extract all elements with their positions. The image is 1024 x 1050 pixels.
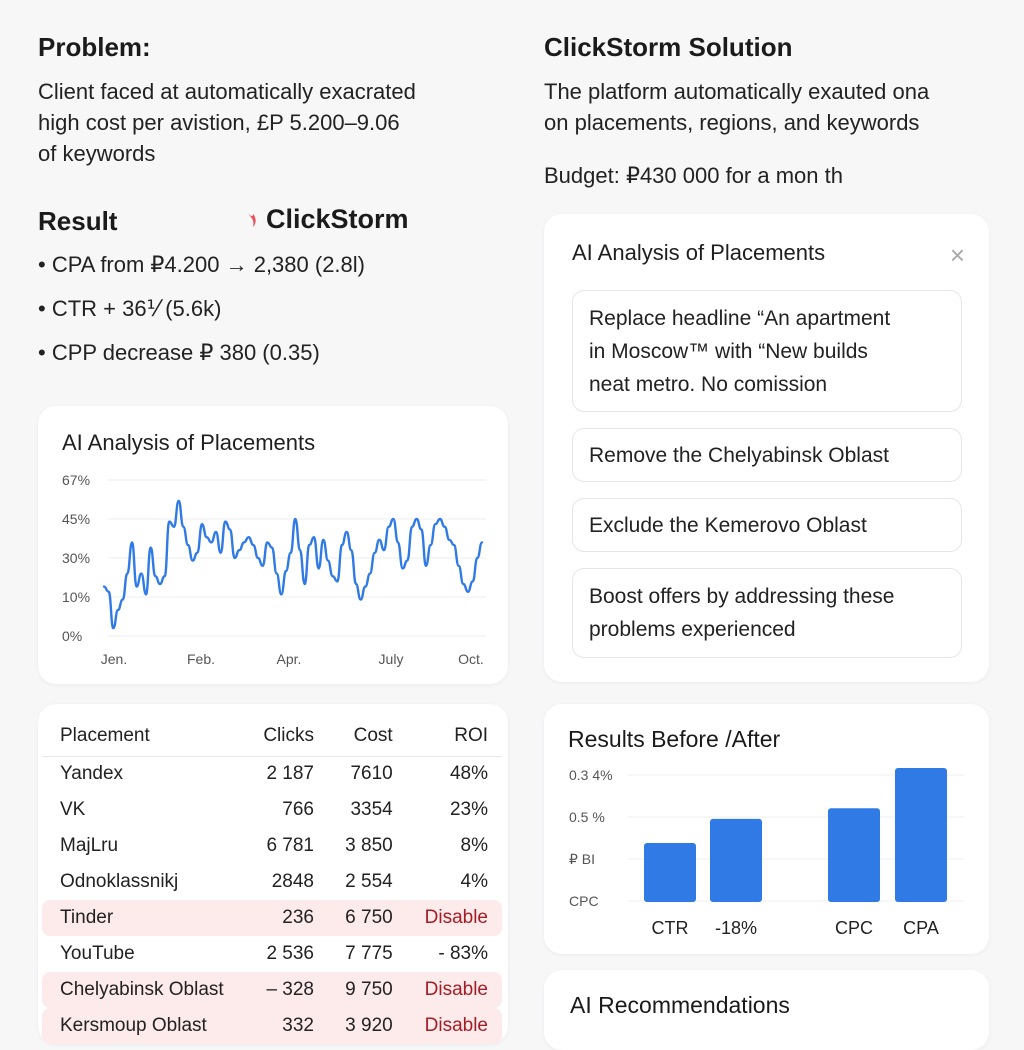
cell-cost: 3 850: [345, 835, 393, 856]
disable-action[interactable]: Disable: [407, 972, 502, 1008]
recommendation-item[interactable]: [572, 428, 962, 482]
cell-placement: Tinder: [42, 900, 246, 936]
recommendation-text: [589, 580, 894, 646]
budget-text: Budget: ₽430 000 for a mon th: [544, 163, 843, 188]
cell-clicks: 766: [282, 799, 314, 820]
table-row[interactable]: [42, 792, 502, 828]
cell-placement: VK: [60, 799, 86, 820]
bar: [828, 808, 880, 902]
cell-cost: 7 775: [345, 943, 393, 964]
y-axis-label: CPC: [569, 893, 599, 909]
x-tick-label: Oct.: [458, 651, 484, 667]
brand-logo: [244, 204, 409, 235]
y-tick-label: 45%: [62, 511, 91, 527]
bar: [644, 843, 696, 902]
cell-placement: MajLru: [60, 835, 119, 856]
problem-line: of keywords: [38, 141, 156, 166]
recommendation-item[interactable]: [572, 498, 962, 552]
col-placement: Placement: [42, 716, 246, 756]
result-bullet: • CPP decrease ₽ 380 (0.35): [38, 340, 320, 365]
result-bullet: • CTR + 36⅟ (5.6k): [38, 296, 222, 321]
cell-placement: YouTube: [60, 943, 135, 964]
table-header-row: [42, 716, 502, 756]
cell-cost: 3 920: [328, 1008, 407, 1044]
rec-line: neat metro. No comission: [589, 372, 828, 396]
cell-placement: Yandex: [60, 763, 124, 785]
cell-cost: 7610: [350, 763, 393, 785]
col-cost: Cost: [328, 716, 407, 756]
ai-recommendations-card: [544, 970, 989, 1050]
results-title: Results Before /After: [568, 726, 781, 752]
cell-placement: Kersmoup Oblast: [42, 1008, 246, 1044]
placements-table-card: [38, 704, 508, 1044]
cell-cost: 6 750: [328, 900, 407, 936]
cell-cost: 2 554: [345, 871, 393, 892]
rec-line: in Moscow™ with “New builds: [589, 339, 868, 363]
bar-label: CTR: [651, 918, 689, 938]
cell-cost: 9 750: [328, 972, 407, 1008]
y-axis-label: 0.5 %: [569, 809, 605, 825]
cell-placement: Odnoklassnikj: [60, 871, 179, 892]
series-line: [104, 501, 482, 628]
line-chart: [38, 406, 508, 684]
solution-line: The platform automatically exauted ona: [544, 79, 930, 104]
flame-icon: [244, 211, 260, 229]
solution-heading: ClickStorm Solution: [544, 32, 793, 62]
result-bullets: [38, 252, 365, 384]
rec-line: problems experienced: [589, 618, 796, 641]
result-heading: Result: [38, 206, 118, 236]
cell-clicks: 332: [246, 1008, 328, 1044]
ai-recommendations-title: AI Recommendations: [570, 992, 790, 1018]
col-roi: ROI: [407, 716, 502, 756]
y-axis-label: 0.3 4%: [569, 767, 613, 783]
y-tick-label: 67%: [62, 472, 91, 488]
cell-clicks: 6 781: [266, 835, 314, 856]
solution-text: [544, 76, 984, 138]
problem-line: Client faced at automatically exacrated: [38, 79, 416, 104]
cell-roi: 23%: [449, 799, 488, 820]
cell-clicks: 2 187: [266, 763, 314, 785]
solution-line: on placements, regions, and keywords: [544, 110, 920, 135]
y-tick-label: 10%: [62, 589, 91, 605]
problem-heading: Problem:: [38, 32, 151, 62]
cell-placement: Chelyabinsk Oblast: [42, 972, 246, 1008]
disable-action[interactable]: Disable: [407, 900, 502, 936]
rec-line: Remove the Chelyabinsk Oblast: [589, 443, 889, 467]
cell-clicks: 2 536: [266, 943, 314, 964]
bar: [710, 819, 762, 902]
cell-roi: 8%: [460, 835, 488, 856]
cell-roi: 4%: [460, 871, 488, 892]
bar-label: CPA: [903, 918, 939, 938]
table-row[interactable]: [42, 1008, 502, 1044]
cell-roi: 48%: [449, 763, 488, 785]
cell-roi: - 83%: [438, 943, 488, 964]
y-tick-label: 0%: [62, 628, 83, 644]
cell-clicks: 2848: [271, 871, 314, 892]
recommendation-item[interactable]: [572, 568, 962, 658]
rec-line: Replace headline “An apartment: [589, 306, 891, 330]
bar-label: CPC: [834, 918, 874, 938]
x-tick-label: Feb.: [186, 651, 216, 667]
rec-line: Exclude the Kemerovo Oblast: [589, 513, 867, 537]
recommendation-text: [589, 302, 890, 401]
table-row[interactable]: [42, 936, 502, 972]
x-tick-label: Apr.: [276, 651, 302, 667]
problem-text: [38, 76, 498, 169]
table-row[interactable]: [42, 864, 502, 900]
y-tick-label: 30%: [62, 550, 91, 566]
recommendation-item[interactable]: [572, 290, 962, 412]
bar-label: -18%: [714, 918, 758, 938]
table-row[interactable]: [42, 972, 502, 1008]
ai-card-title: AI Analysis of Placements: [572, 240, 826, 265]
result-bullet: • CPA from ₽4.200 → 2,380 (2.8l): [38, 252, 365, 277]
y-axis-label: ₽ BI: [569, 851, 596, 867]
close-icon[interactable]: ×: [949, 240, 965, 270]
table-row[interactable]: [42, 756, 502, 792]
placements-table: [42, 716, 502, 1044]
table-row[interactable]: [42, 900, 502, 936]
placement-chart-card: [38, 406, 508, 684]
ai-analysis-card: [544, 214, 989, 682]
rec-line: Boost offers by addressing these: [589, 585, 895, 608]
cell-cost: 3354: [350, 799, 393, 820]
chart-card-title: AI Analysis of Placements: [62, 430, 316, 455]
problem-line: high cost per avistion, £P 5.200–9.06: [38, 110, 400, 135]
results-card: [544, 704, 989, 954]
cell-clicks: – 328: [246, 972, 328, 1008]
brand-name: ClickStorm: [266, 204, 409, 234]
results-bar-chart: [544, 704, 989, 954]
table-row[interactable]: [42, 828, 502, 864]
disable-action[interactable]: Disable: [407, 1008, 502, 1044]
cell-clicks: 236: [246, 900, 328, 936]
col-clicks: Clicks: [246, 716, 328, 756]
x-tick-label: Jen.: [100, 651, 128, 667]
bar: [895, 768, 947, 902]
x-tick-label: July: [378, 651, 404, 667]
